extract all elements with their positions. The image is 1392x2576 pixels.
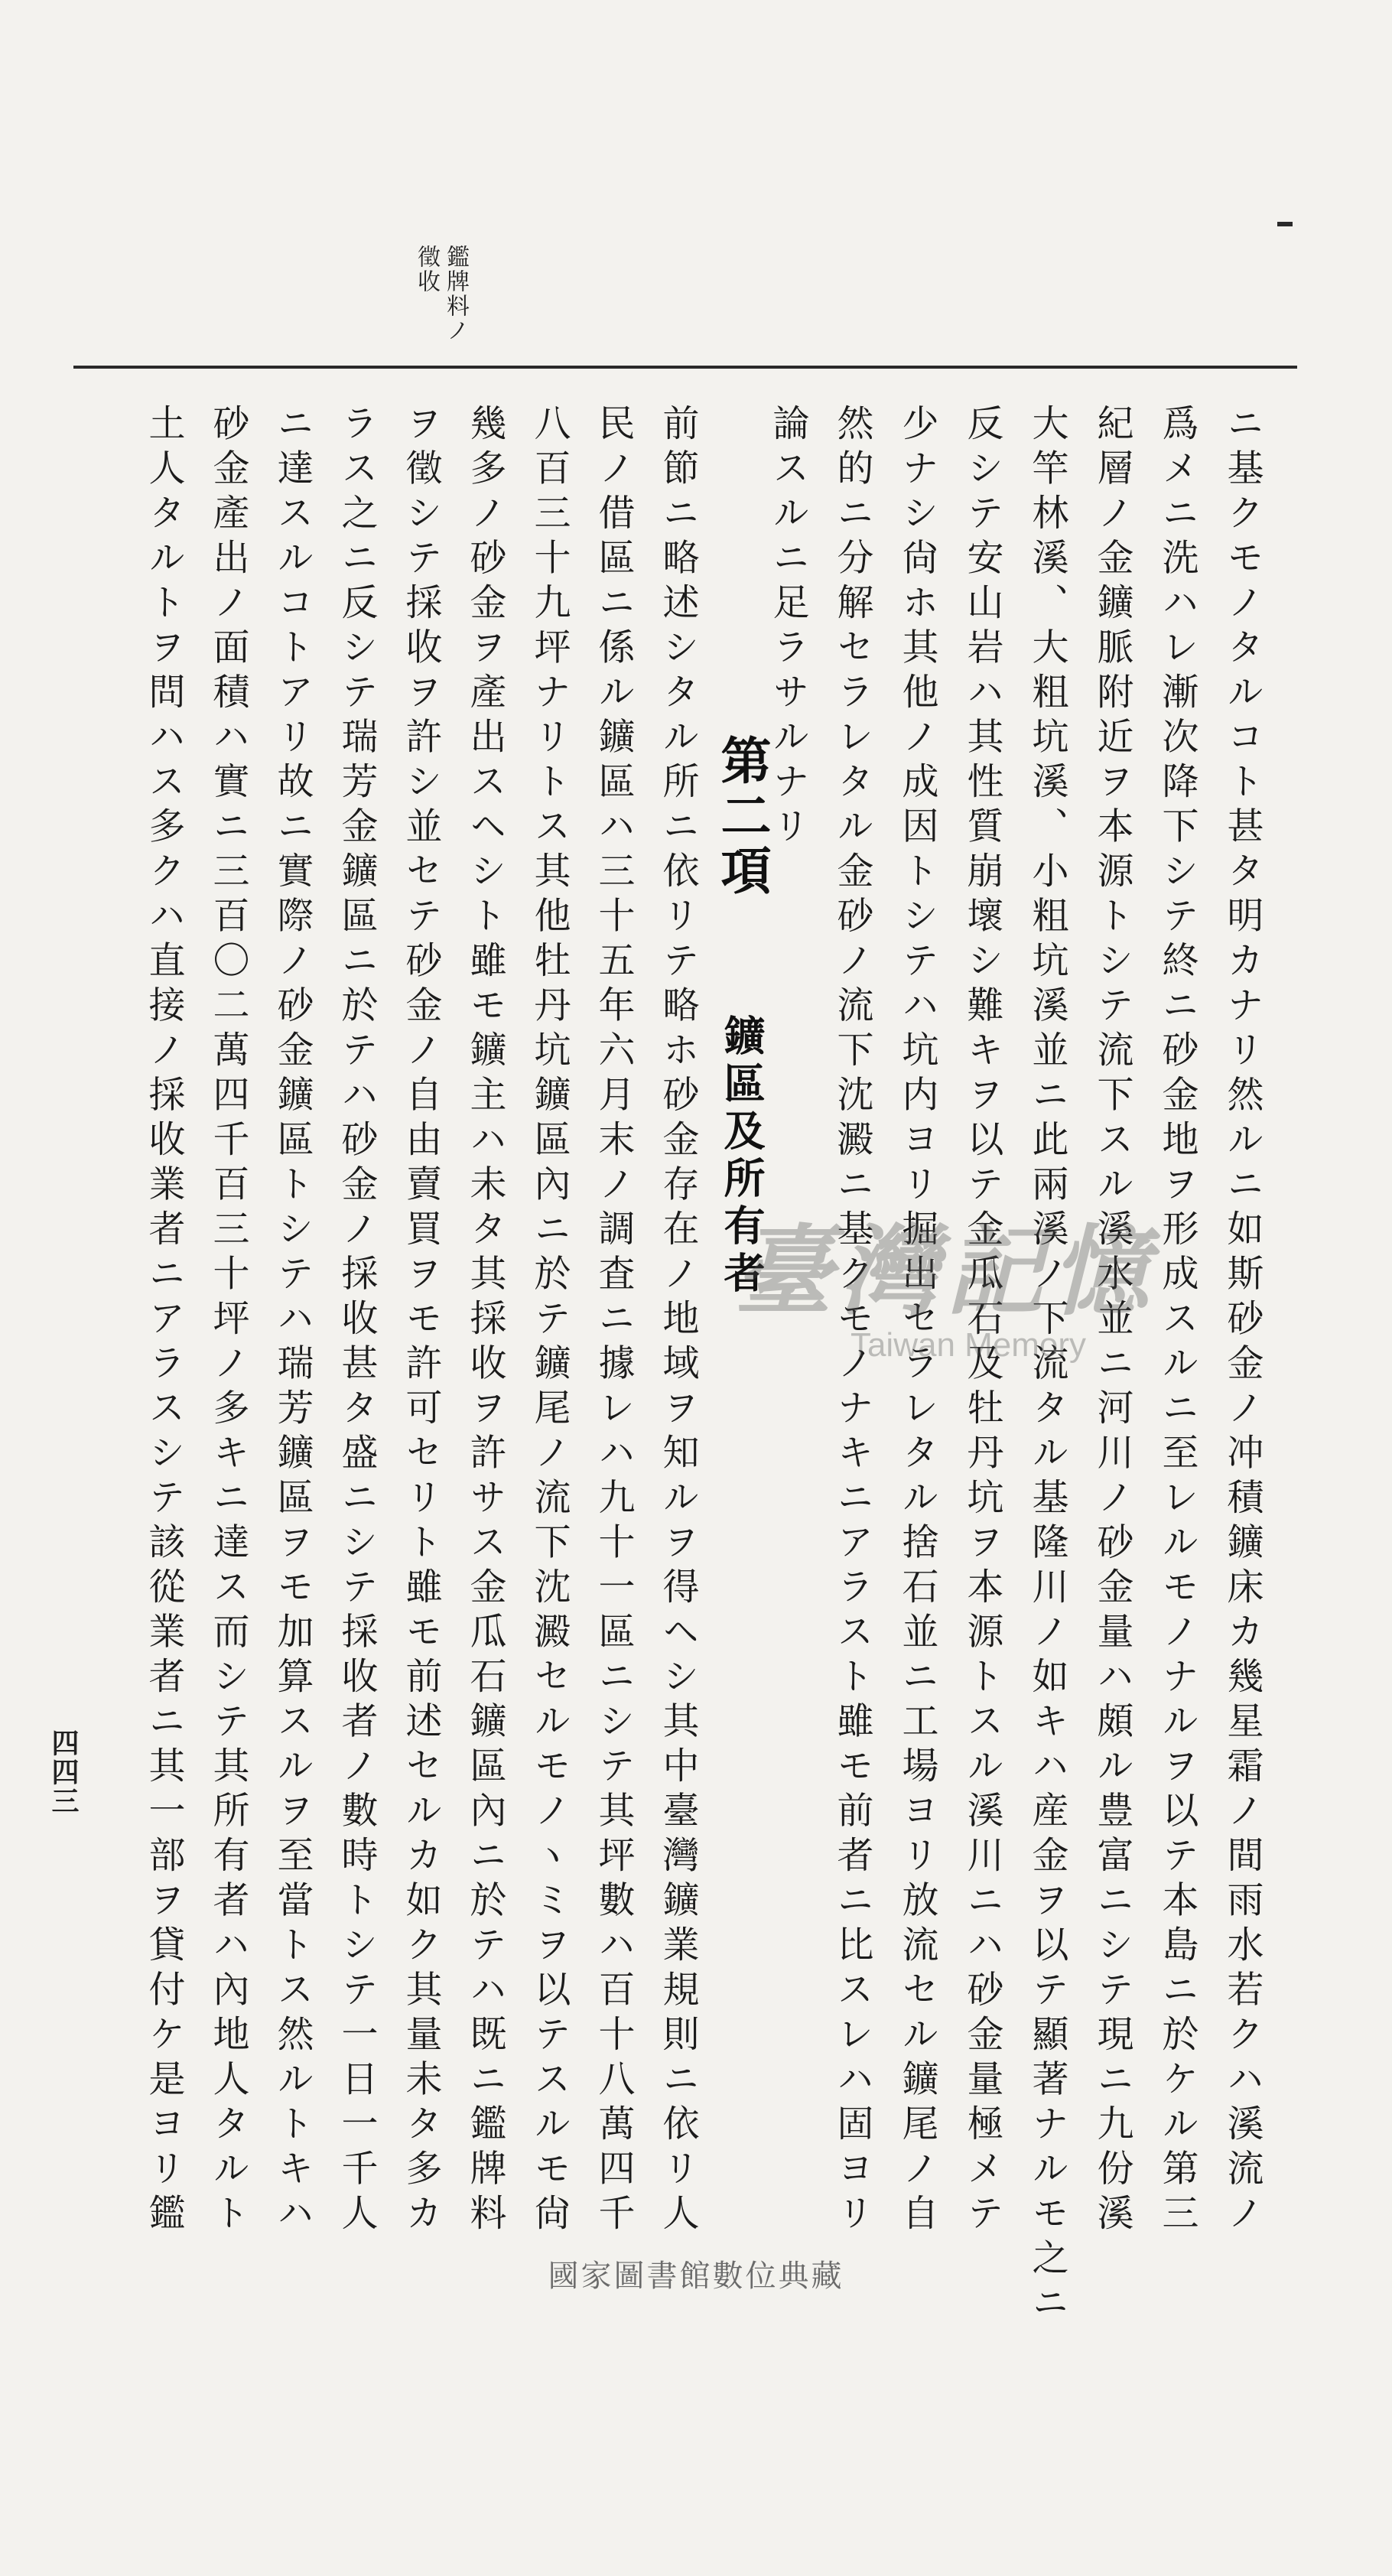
watermark-logo xyxy=(734,1193,1156,1364)
text-column-6: 少ナシ尙ホ其他ノ成因トシテハ坑内ヨリ掘出セラレタル捨石並ニ工場ヨリ放流セル鑛尾ノ自 xyxy=(896,404,938,2239)
text-column-2: 爲メニ洗ハレ漸次降下シテ終ニ砂金地ヲ形成スルニ至レルモノナルヲ以テ本島ニ於ケル第三 xyxy=(1156,404,1198,2239)
section-title: 鑛區及所有者 xyxy=(717,1014,766,1299)
top-right-mark xyxy=(1277,222,1293,226)
text-column-13: ヲ徵シテ採收ヲ許シ並セテ砂金ノ自由賣買ヲモ許可セリト雖モ前述セルカ如ク其量未タ多カ xyxy=(399,404,442,2239)
text-column-1: ニ基クモノタルコト甚タ明カナリ然ルニ如斯砂金ノ冲積鑛床カ幾星霜ノ間雨水若クハ溪流ノ xyxy=(1221,404,1264,2239)
text-column-14: ラス之ニ反シテ瑞芳金鑛區ニ於テハ砂金ノ採收甚タ盛ニシテ採收者ノ數時トシテ一日一千人 xyxy=(335,404,378,2239)
text-column-8: 論スルニ足ラサルナリ xyxy=(766,404,809,851)
text-column-10: 民ノ借區ニ係ル鑛區ハ三十五年六月末ノ調査ニ據レハ九十一區ニシテ其坪數ハ百十八萬四千 xyxy=(592,404,635,2239)
text-column-5: 反シテ安山岩ハ其性質崩壞シ難キヲ以テ金瓜石及牡丹坑ヲ本源トスル溪川ニハ砂金量極メテ xyxy=(961,404,1003,2239)
text-column-12: 幾多ノ砂金ヲ產出スヘシト雖モ鑛主ハ未タ其採收ヲ許サス金瓜石鑛區內ニ於テハ既ニ鑑牌料 xyxy=(463,404,506,2239)
section-number: 第二項 xyxy=(712,734,772,899)
text-column-11: 八百三十九坪ナリトス其他牡丹坑鑛區內ニ於テ鑛尾ノ流下沈澱セルモノヽミヲ以テスルモ尙 xyxy=(528,404,571,2239)
text-column-9: 前節ニ略述シタル所ニ依リテ略ホ砂金存在ノ地域ヲ知ルヲ得ヘシ其中臺灣鑛業規則ニ依リ人 xyxy=(656,404,699,2239)
margin-note-line-1: 鑑牌料ノ xyxy=(442,245,469,343)
text-column-3: 紀層ノ金鑛脈附近ヲ本源トシテ流下スル溪水並ニ河川ノ砂金量ハ頗ル豊富ニシテ現ニ九份溪 xyxy=(1091,404,1133,2239)
header-rule xyxy=(73,366,1297,369)
text-column-15: ニ達スルコトアリ故ニ實際ノ砂金鑛區トシテハ瑞芳鑛區ヲモ加算スルヲ至當トス然ルトキハ xyxy=(271,404,314,2239)
watermark-latin: Taiwan Memory xyxy=(850,1326,1087,1364)
footer-credit: 國家圖書館數位典藏 xyxy=(548,2259,844,2294)
text-column-16: 砂金產出ノ面積ハ實ニ三百〇二萬四千百三十坪ノ多キニ達ス而シテ其所有者ハ內地人タルト xyxy=(207,404,249,2239)
text-column-4: 大竿林溪、大粗坑溪、小粗坑溪並ニ此兩溪ノ下流タル基隆川ノ如キハ産金ヲ以テ顯著ナルモ之ニ xyxy=(1026,404,1068,2328)
page-number: 四四三 xyxy=(47,1729,80,1816)
margin-note-line-2: 徵收 xyxy=(413,245,440,294)
text-column-17: 土人タルトヲ問ハス多クハ直接ノ採收業者ニアラスシテ該從業者ニ其一部ヲ貸付ケ是ヨリ鑑 xyxy=(142,404,185,2239)
watermark-cjk: 臺灣記憶 xyxy=(734,1215,1157,1329)
text-column-7: 然的ニ分解セラレタル金砂ノ流下沈澱ニ基クモノナキニアラスト雖モ前者ニ比スレハ固ヨリ xyxy=(831,404,873,2239)
